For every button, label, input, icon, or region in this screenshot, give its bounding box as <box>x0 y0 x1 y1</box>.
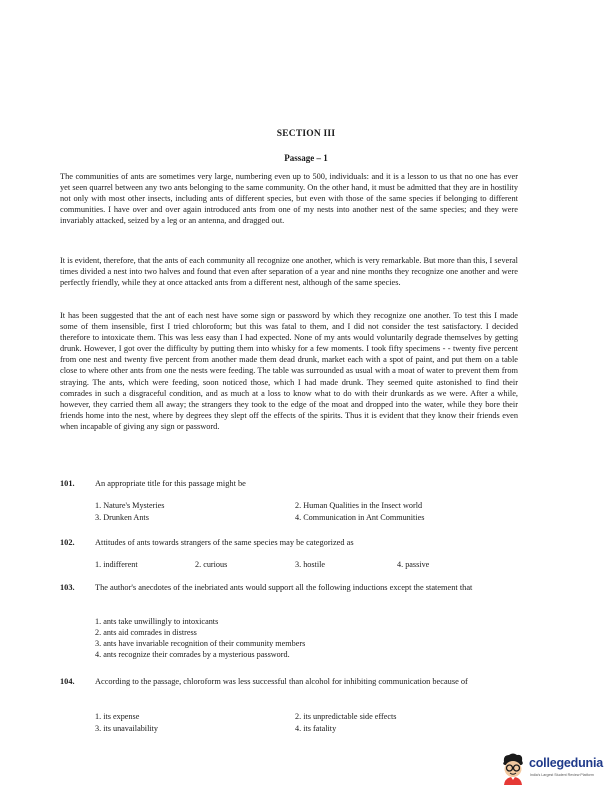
passage-paragraph-2: It is evident, therefore, that the ants of each community all recognize one another, which is very remarkable. But more than this, I several times divided a nest into two halves and found that even after separation of a year and nine months they recognize one another and were perfectly friendly, while they at once attacked ants from a different nest, although of the same species. <box>60 256 518 288</box>
passage-paragraph-1: The communities of ants are sometimes very large, numbering even up to 500, individuals: and it is a lesson to us that no one has ever yet seen quarrel between any two ants belonging to the same community. On the other hand, it must be admitted that they are in hostility not only with most other insects, including ants of different species, but even with those of the same species if belonging to different communities. I have over and over again introduced ants from one of my nests into another nest of the same species; and they were invariably attacked, seized by a leg or an antenna, and dragged out. <box>60 172 518 226</box>
option-3: 3. its unavailability <box>95 724 158 733</box>
question-number: 102. <box>60 538 75 547</box>
option-4: 4. its fatality <box>295 724 337 733</box>
question-number: 101. <box>60 479 75 488</box>
option-2: 2. its unpredictable side effects <box>295 712 397 721</box>
question-text: According to the passage, chloroform was less successful than alcohol for inhibiting communication because of <box>95 677 468 686</box>
option-2: 2. curious <box>195 560 228 569</box>
option-4: 4. Communication in Ant Communities <box>295 513 425 522</box>
option-4: 4. ants recognize their comrades by a mysterious password. <box>95 650 290 659</box>
question-number: 104. <box>60 677 75 686</box>
question-number: 103. <box>60 583 75 592</box>
option-2: 2. Human Qualities in the Insect world <box>295 501 423 510</box>
option-1: 1. its expense <box>95 712 140 721</box>
option-1: 1. ants take unwillingly to intoxicants <box>95 617 219 626</box>
question-text: Attitudes of ants towards strangers of the same species may be categorized as <box>95 538 354 547</box>
option-3: 3. Drunken Ants <box>95 513 149 522</box>
passage-paragraph-3: It has been suggested that the ant of each nest have some sign or password by which they recognize one another. To test this I made some of them insensible, first I tried chloroform; but this was fatal to them, and I did not consider the test satisfactory. I decided therefore to intoxicate them. This was less easy than I had expected. None of my ants would voluntarily degrade themselves by getting drunk. However, I got over the difficulty by putting them into whisky for a few moments. I took fifty specimens - - twenty five percent from one nest and twenty five percent from another made them dead drunk, market each with a spot of paint, and put them on a table close to where other ants from one the nests were feeding. The table was surrounded as usual with a moat of water to prevent them from straying. The ants, which were feeding, soon noticed those, which I had made drunk. They seemed quite astonished to find their comrades in such a disgraceful condition, and as much at a loss to know what to do with their drunkards as we were. After a while, however, they carried them all away; the strangers they took to the edge of the moat and dropped into the water, while they bore their friends home into the nest, where by degrees they slept off the effects of the spirits. Thus it is evident that they know their friends even when incapable of giving any sign or password. <box>60 311 518 431</box>
option-3: 3. ants have invariable recognition of their community members <box>95 639 306 648</box>
logo-wordmark: collegedunia <box>529 756 604 770</box>
question-text: The author's anecdotes of the inebriated ants would support all the following inductions except the statement that <box>95 583 473 592</box>
section-title: SECTION III <box>276 129 336 139</box>
mascot-icon <box>498 752 528 786</box>
question-102 <box>60 537 518 548</box>
option-1: 1. indifferent <box>95 560 138 569</box>
option-2: 2. ants aid comrades in distress <box>95 628 197 637</box>
option-3: 3. hostile <box>295 560 326 569</box>
question-101 <box>60 478 518 489</box>
collegedunia-logo <box>498 752 608 788</box>
option-4: 4. passive <box>397 560 430 569</box>
passage-title: Passage – 1 <box>284 153 328 163</box>
option-1: 1. Nature's Mysteries <box>95 501 165 510</box>
question-text: An appropriate title for this passage might be <box>95 479 246 488</box>
question-104 <box>60 676 518 687</box>
logo-tagline: India's Largest Student Review Platform <box>530 773 594 777</box>
question-103 <box>60 582 518 593</box>
